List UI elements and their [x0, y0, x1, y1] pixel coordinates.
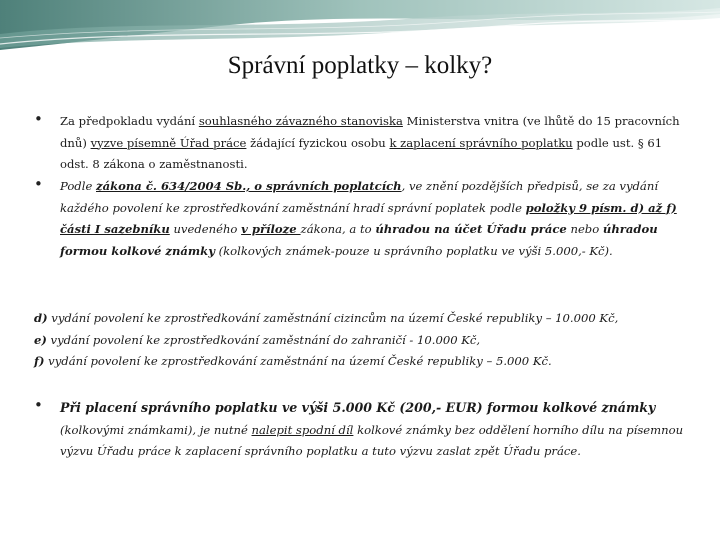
p1-text: Ministerstva vnitra (ve lhůtě do 15 pracovních dnů) [60, 114, 680, 150]
bullet-3: • [34, 396, 43, 414]
p2-text: uvedeného [169, 222, 242, 236]
p2-law-reference: zákona č. 634/2004 Sb., o správních poplatcích [96, 179, 402, 193]
p2-annex-reference: v příloze [241, 222, 301, 236]
p3-underlined-nalepit: nalepit spodní díl [251, 422, 354, 437]
fee-item-d [34, 308, 694, 330]
p1-underlined-vyzva: vyzve písemně Úřad práce [90, 135, 247, 150]
fee-items-list [34, 308, 694, 373]
item-letter: e) [34, 332, 47, 347]
p3-text: (kolkovými známkami), je nutné [60, 422, 252, 437]
item-letter: f) [34, 354, 45, 368]
p2-bank-payment: úhradou na účet Úřadu práce [375, 222, 567, 236]
fee-item-f [34, 351, 694, 373]
p1-underlined-poplatek: k zaplacení správního poplatku [389, 135, 573, 150]
item-text: vydání povolení ke zprostředkování zaměstnání do zahraničí - 10.000 Kč, [46, 332, 481, 347]
paragraph-zakon [60, 176, 685, 262]
p2-stamp-payment: úhradou formou kolkové známky [60, 222, 658, 258]
item-text: vydání povolení ke zprostředkování zaměstnání na území České republiky – 5.000 Kč. [44, 354, 552, 368]
item-letter: d) [34, 311, 48, 325]
p1-text: žádající fyzickou osobu [246, 135, 390, 150]
p3-text: kolkové známky bez oddělení horního dílu na písemnou výzvu Úřadu práce k zaplacení správního poplatku a tuto výzvu zaslat zpět Úřadu práce. [60, 422, 684, 458]
p2-text: nebo [566, 222, 603, 236]
p2-text: Podle [60, 179, 96, 193]
page-title: Správní poplatky – kolky? [227, 52, 493, 79]
p1-text: podle ust. § 61 odst. 8 zákona o zaměstnanosti. [60, 135, 663, 171]
header-wave-decoration [0, 0, 720, 60]
item-text: vydání povolení ke zprostředkování zaměstnání cizincům na území České republiky – 10.000 Kč, [47, 311, 619, 325]
bullet-2: • [34, 175, 43, 193]
fee-item-e [34, 330, 694, 352]
p1-text: Za předpokladu vydání [60, 114, 199, 128]
p3-bold-lead: Při placení správního poplatku ve výši 5.000 Kč (200,- EUR) formou kolkové známky [60, 400, 656, 415]
paragraph-stanovisko [60, 111, 690, 176]
paragraph-kolek [60, 397, 685, 463]
p2-text: zákona, a to [300, 222, 376, 236]
p2-item-reference: položky 9 písm. d) až f) části I sazebníku [60, 200, 677, 236]
p1-underlined-stanovisko: souhlasného závazného stanoviska [198, 114, 403, 128]
bullet-1: • [34, 110, 43, 128]
p2-text: (kolkových známek-pouze u správního poplatku ve výši 5.000,- Kč). [214, 243, 613, 258]
p2-text: , ve znění pozdějších předpisů, se za vydání každého povolení ke zprostředkování zaměstnání hradí správní poplatek podle [60, 179, 659, 215]
